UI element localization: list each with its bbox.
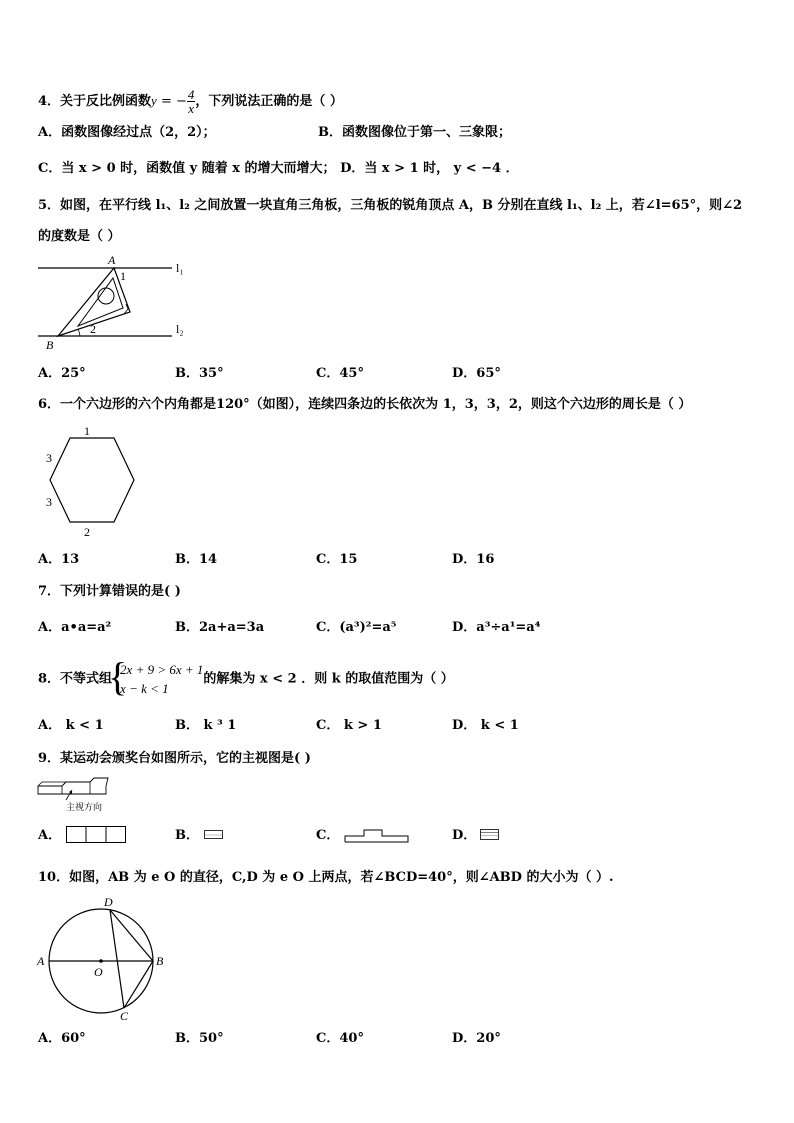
q9-option-c-label: C． <box>316 828 340 843</box>
q10-label-o: O <box>94 965 103 979</box>
q9-option-a <box>38 828 61 844</box>
q5-option-b: B．35° <box>175 366 224 381</box>
q6-label-bottom: 2 <box>84 525 90 539</box>
q6-label-left-upper: 3 <box>46 451 52 465</box>
q10-option-b: B．50° <box>175 1031 224 1046</box>
q9-podium-top <box>38 778 108 794</box>
q9-option-d-shape <box>480 829 500 841</box>
q9-option-c-shape <box>344 826 410 844</box>
q9-option-b-label: B． <box>175 828 199 843</box>
q7-option-d: D．a³÷a¹=a⁴ <box>452 620 541 635</box>
q8-option-c: C． k > 1 <box>316 718 382 733</box>
q9-option-b-shape <box>204 830 224 840</box>
q8-option-a: A． k < 1 <box>38 718 104 733</box>
q6-label-left-lower: 3 <box>46 495 52 509</box>
q10-label-c: C <box>120 1009 129 1022</box>
q5-label-l1: l₁ <box>176 261 184 275</box>
q4-option-b: B．函数图像位于第一、三象限； <box>318 125 511 140</box>
q4-stem-suffix: ，下列说法正确的是（ ） <box>195 94 343 109</box>
q5-label-b: B <box>46 338 54 352</box>
q4-option-a: A．函数图像经过点（2，2）； <box>38 125 216 140</box>
q10-option-c: C．40° <box>316 1031 364 1046</box>
q10-center-dot <box>99 959 103 963</box>
q9-option-b <box>175 828 199 844</box>
q8-stem-suffix: 的解集为 x < 2 ．则 k 的取值范围为（ ） <box>203 671 454 687</box>
q8-option-b: B． k ³ 1 <box>175 718 237 733</box>
q6-label-top: 1 <box>84 424 90 438</box>
q6-stem: 6．一个六边形的六个内角都是120°（如图），连续四条边的长依次为 1，3，3，2，则这个六边形的周长是（ ） <box>38 397 692 412</box>
q4-numerator: 4 <box>187 87 195 102</box>
q7-option-b: B．2a+a=3a <box>175 620 265 635</box>
q5-stem-line2: 的度数是（ ） <box>38 229 121 244</box>
q9-option-d <box>452 828 476 844</box>
q8-option-d: D． k < 1 <box>452 718 519 733</box>
q9-view-label: 主视方向 <box>66 803 103 813</box>
q9-option-a-shape <box>66 826 128 844</box>
q8-inequality-1: { 2x + 9 > 6x + 1 <box>120 662 204 677</box>
q10-option-d: D．20° <box>452 1031 501 1046</box>
q4-equals: = − <box>156 94 187 109</box>
q4-y-var: y <box>151 93 157 108</box>
q8-inequality-system <box>112 660 203 698</box>
q4-stem-prefix: 4．关于反比例函数 <box>38 94 152 109</box>
q10-option-a: A．60° <box>38 1031 86 1046</box>
q5-label-l2: l₂ <box>176 322 184 336</box>
q9-option-d-label: D． <box>452 828 477 843</box>
q5-label-1: 1 <box>120 269 126 283</box>
q4-option-cd: C．当 x > 0 时，函数值 y 随着 x 的增大而增大； D．当 x > 1 时， y < −4 ． <box>38 161 519 176</box>
q8-stem <box>38 660 454 699</box>
q4-stem <box>38 88 343 115</box>
q8-stem-prefix: 8．不等式组 <box>38 671 113 687</box>
q6-option-a: A．13 <box>38 552 80 567</box>
q5-option-d: D．65° <box>452 366 501 381</box>
q5-option-a: A．25° <box>38 366 86 381</box>
q7-option-a: A．a•a=a² <box>38 620 112 635</box>
q10-chord-cb <box>124 961 153 1008</box>
q9-stem: 9．某运动会颁奖台如图所示，它的主视图是( ) <box>38 751 311 766</box>
q5-label-a: A <box>108 253 116 267</box>
q9-podium-figure <box>36 774 126 814</box>
q6-hexagon <box>50 438 134 522</box>
q5-stem-line1: 5．如图，在平行线 l₁、l₂ 之间放置一块直角三角板，三角板的锐角顶点 A，B 分别在直线 l₁、l₂ 上，若∠l=65°，则∠2 <box>38 198 743 213</box>
q8-inequality-2: x − k < 1 <box>120 681 169 696</box>
q6-option-c: C．15 <box>316 552 358 567</box>
q6-option-d: D．16 <box>452 552 495 567</box>
q6-option-b: B．14 <box>175 552 218 567</box>
q5-option-c: C．45° <box>316 366 364 381</box>
q10-label-d: D <box>104 895 113 909</box>
q7-stem: 7．下列计算错误的是( ) <box>38 584 181 599</box>
q5-angle2-arc <box>78 329 80 336</box>
q5-triangle-figure <box>34 252 194 352</box>
q9-option-c <box>316 828 339 844</box>
q10-circle-figure <box>34 892 168 1022</box>
q10-stem: 10．如图，AB 为 e O 的直径，C,D 为 e O 上两点，若∠BCD=40°，则∠ABD 的大小为（ ）. <box>38 870 614 885</box>
q9-option-a-label: A． <box>38 828 62 843</box>
q7-option-c: C．(a³)²=a⁵ <box>316 620 397 635</box>
q10-label-b: B <box>156 954 164 968</box>
q6-hexagon-figure <box>40 424 140 540</box>
q5-label-2: 2 <box>90 322 96 336</box>
q10-label-a: A <box>37 954 45 968</box>
q4-denominator: x <box>188 101 195 116</box>
